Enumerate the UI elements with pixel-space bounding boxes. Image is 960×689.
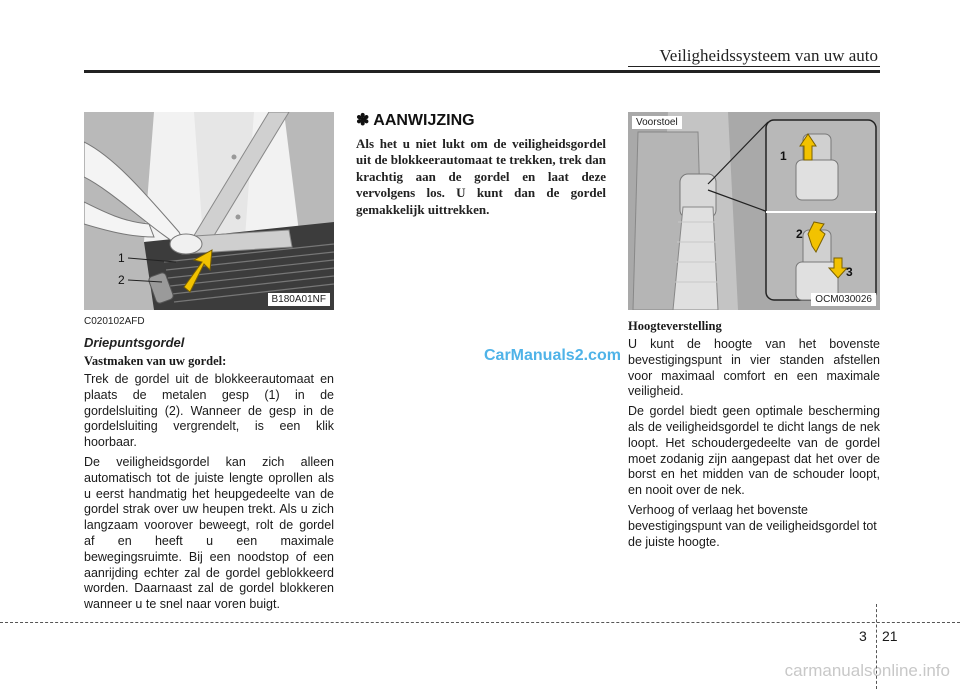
height-adjuster-illustration [628,112,880,310]
height-adjuster-figure [628,112,880,310]
body-paragraph: De veiligheidsgordel kan zich alleen automatisch tot de juiste lengte oprollen als u eerst handmatig het heupgedeelte van de gordel strak over uw heupen trekt. Als u zich langzaam voorover beweegt, rolt de gordel af en heeft u een maximale bewegingsruimte. Bij een noodstop of een aanrijding echter zal de gordel geblokkeerd worden. Daarnaast zal de gordel blokkeren wanneer u te snel naar voren buigt. [84,454,334,612]
seatbelt-buckle-illustration [84,112,334,310]
column-middle [356,112,606,218]
figure-caption: B180A01NF [268,293,330,306]
sub-title: Vastmaken van uw gordel: [84,354,227,368]
column-left [84,112,334,617]
sub-title: Hoogteverstelling [628,319,722,333]
reference-code: C020102AFD [84,316,145,327]
callout-1: 1 [118,251,125,265]
footer-divider [876,604,877,689]
page-number: 21 [882,628,898,644]
callout-2: 2 [118,273,125,287]
header-thin-rule [628,66,880,67]
body-paragraph: De gordel biedt geen optimale bescherming als de veiligheidsgordel te dicht langs de nek loopt. Het schoudergedeelte van de gordel moet zodanig zijn aangepast dat het over de borst en het midden van de schouder loopt, en nooit over de nek. [628,404,880,498]
note-title: ✽ AANWIJZING [356,112,475,129]
body-paragraph: Verhoog of verlaag het bovenste bevestigingspunt van de veiligheidsgordel tot de juiste hoogte. [628,502,877,549]
seatbelt-buckle-figure [84,112,334,310]
callout-1: 1 [780,149,787,163]
callout-2: 2 [796,227,803,241]
chapter-number: 3 [859,628,867,644]
figure-caption: OCM030026 [811,293,876,306]
footer-watermark: carmanualsonline.info [784,661,950,680]
watermark-link[interactable]: CarManuals2.com [484,347,621,364]
callout-3: 3 [846,265,853,279]
figure-label: Voorstoel [632,116,682,129]
header-rule [84,70,880,73]
body-paragraph: Trek de gordel uit de blokkeerautomaat en plaats de metalen gesp (1) in de gordelsluiting (2). Wanneer de gesp in de gordelsluiting vergrendelt, is een klik hoorbaar. [84,372,334,450]
body-paragraph: U kunt de hoogte van het bovenste bevestigingspunt in vier standen afstellen voor maximaal comfort en een maximale veiligheid. [628,337,880,399]
note-body: Als het u niet lukt om de veiligheidsgordel uit de blokkeerautomaat te trekken, trek dan krachtig aan de gordel en laat deze vervolgens los. U kunt dan de gordel gemakkelijk uittrekken. [356,136,606,217]
header-title: Veiligheidssysteem van uw auto [659,46,878,65]
section-title: Driepuntsgordel [84,335,185,350]
column-right [628,112,880,554]
footer-rule [0,622,960,623]
